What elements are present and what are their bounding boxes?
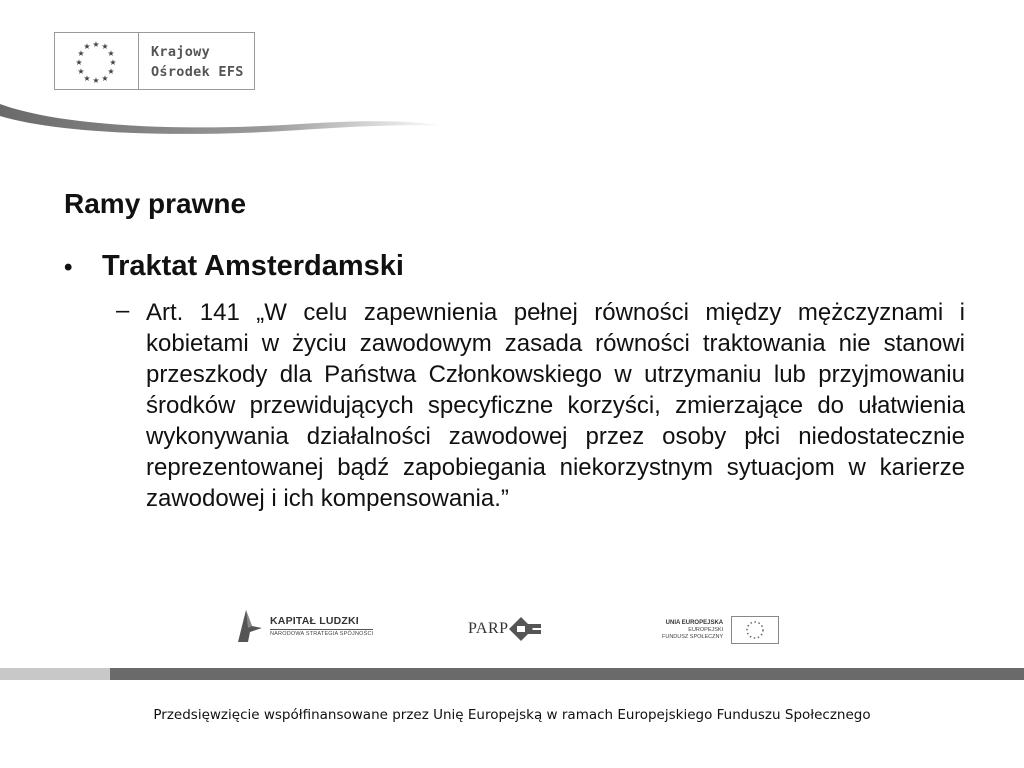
ue-line2: EUROPEJSKI <box>688 626 724 633</box>
svg-text:★: ★ <box>92 40 100 49</box>
footer-band <box>0 668 1024 680</box>
sub-bullet-dash: – <box>116 297 130 324</box>
svg-text:★: ★ <box>107 49 115 58</box>
bullet-item <box>64 250 404 283</box>
svg-text:★: ★ <box>92 76 100 85</box>
logo-text-line2: Ośrodek EFS <box>151 64 244 80</box>
svg-text:★: ★ <box>107 67 115 76</box>
kapital-ludzki-title: KAPITAŁ LUDZKI <box>270 615 359 627</box>
kapital-ludzki-icon <box>234 608 264 644</box>
parp-logo <box>468 616 543 642</box>
svg-text:★: ★ <box>75 58 83 67</box>
logo-text-line1: Krajowy <box>151 44 210 60</box>
ue-line3: FUNDUSZ SPOŁECZNY <box>662 633 724 640</box>
eu-social-fund-logo <box>662 616 779 644</box>
krajowy-osrodek-efs-logo <box>54 32 255 90</box>
partner-logos <box>0 604 1024 652</box>
svg-text:★: ★ <box>83 74 91 83</box>
kapital-ludzki-logo <box>234 608 373 644</box>
eu-flag-small-icon <box>731 616 779 644</box>
ue-line1: UNIA EUROPEJSKA <box>665 619 724 626</box>
svg-text:★: ★ <box>101 74 109 83</box>
footer-text: Przedsięwzięcie współfinansowane przez Unię Europejską w ramach Europejskiego Funduszu Społecznego <box>153 707 871 723</box>
bullet-heading: Traktat Amsterdamski <box>102 250 404 282</box>
svg-text:★: ★ <box>83 42 91 51</box>
page-title: Ramy prawne <box>64 188 247 219</box>
parp-text: PARP <box>468 620 509 637</box>
eu-flag-icon <box>55 33 139 89</box>
article-text: Art. 141 „W celu zapewnienia pełnej równości między mężczyznami i kobietami w życiu zawodowym zasada równości traktowania nie stanowi przeszkody dla Państwa Członkowskiego w utrzymaniu lub przyjmowaniu środków przewidujących specyficzne korzyści, zmierzające do ułatwienia wykonywania działalności zawodowej przez osoby płci niedostatecznie reprezentowanej bądź zapobiegania niekorzystnym sytuacjom w karierze zawodowej i ich kompensowania.” <box>146 299 965 512</box>
svg-text:★: ★ <box>101 42 109 51</box>
bullet-icon: • <box>64 254 73 281</box>
parp-diamond-icon <box>509 616 543 642</box>
svg-text:★: ★ <box>77 49 85 58</box>
header-swoosh <box>0 96 460 140</box>
svg-text:★: ★ <box>109 58 117 67</box>
kapital-ludzki-subtitle: NARODOWA STRATEGIA SPÓJNOŚCI <box>270 631 374 637</box>
svg-text:★: ★ <box>77 67 85 76</box>
